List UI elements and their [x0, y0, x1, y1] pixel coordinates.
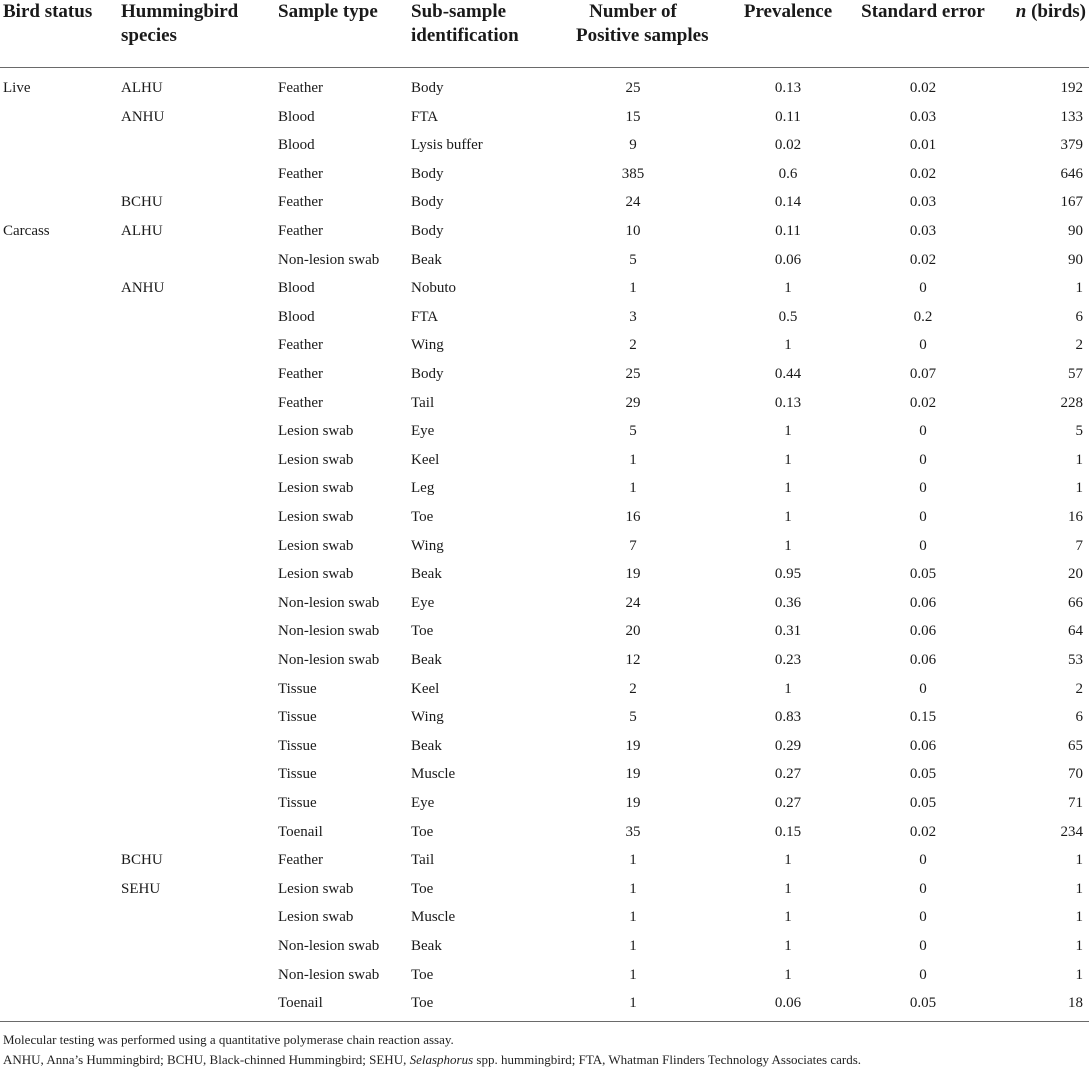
positive-samples-cell: 24: [625, 594, 641, 611]
standard-error-cell: 0.05: [909, 566, 937, 583]
table-footnotes: [3, 1030, 861, 1070]
header-prevalence: Prevalence: [743, 1, 833, 22]
sub-sample-cell: Body: [411, 194, 444, 211]
species-cell: SEHU: [121, 880, 161, 897]
table-row: [0, 646, 1089, 675]
table-row: [0, 446, 1089, 475]
sample-type-cell: Lesion swab: [278, 566, 354, 583]
header-rule: [0, 67, 1089, 68]
prevalence-cell: 0.29: [774, 737, 802, 754]
standard-error-cell: 0: [919, 852, 927, 869]
prevalence-cell: 1: [784, 938, 792, 954]
table-row: [0, 818, 1089, 847]
positive-samples-cell: 1: [629, 938, 637, 954]
prevalence-cell: 0.13: [774, 80, 802, 96]
prevalence-cell: 0.14: [774, 194, 802, 211]
n-birds-cell: 64: [1068, 623, 1083, 640]
positive-samples-cell: 25: [625, 366, 641, 382]
table-row: [0, 360, 1089, 389]
sub-sample-cell: Body: [411, 366, 444, 382]
sample-type-cell: Lesion swab: [278, 480, 354, 497]
positive-samples-cell: 2: [629, 680, 637, 697]
prevalence-cell: 0.27: [774, 766, 802, 783]
sub-sample-cell: Body: [411, 80, 444, 96]
positive-samples-cell: 1: [629, 852, 637, 869]
sub-sample-cell: Tail: [411, 852, 435, 869]
sample-type-cell: Toenail: [278, 995, 323, 1012]
standard-error-cell: 0: [919, 938, 927, 954]
table-row: [0, 989, 1089, 1018]
positive-samples-cell: 1: [629, 995, 637, 1012]
prevalence-cell: 1: [784, 480, 792, 497]
prevalence-cell: 0.11: [775, 108, 801, 125]
header-standard-error: Standard error: [861, 1, 985, 22]
table-row: [0, 617, 1089, 646]
n-birds-cell: 71: [1068, 795, 1083, 811]
positive-samples-cell: 1: [629, 880, 637, 897]
sub-sample-cell: Wing: [411, 537, 444, 554]
n-birds-cell: 57: [1068, 366, 1083, 382]
table-row: [0, 903, 1089, 932]
n-birds-cell: 66: [1068, 594, 1083, 611]
table-row: [0, 417, 1089, 446]
positive-samples-cell: 1: [629, 280, 637, 297]
header-number-positive-samples: Number of Positive samples: [576, 1, 709, 46]
standard-error-cell: 0: [919, 537, 927, 554]
sub-sample-cell: Toe: [411, 509, 434, 525]
sub-sample-cell: Toe: [411, 823, 434, 840]
prevalence-cell: 0.5: [778, 308, 798, 325]
n-birds-cell: 228: [1060, 394, 1083, 411]
bird-status-cell: Live: [3, 80, 31, 96]
sample-type-cell: Lesion swab: [278, 880, 354, 897]
sample-type-cell: Feather: [278, 223, 323, 239]
sample-type-cell: Blood: [278, 280, 315, 297]
positive-samples-cell: 5: [629, 709, 637, 726]
standard-error-cell: 0: [919, 509, 927, 525]
standard-error-cell: 0.02: [909, 394, 937, 411]
species-cell: BCHU: [121, 852, 163, 869]
sample-type-cell: Non-lesion swab: [278, 652, 380, 668]
species-cell: ANHU: [121, 108, 165, 125]
standard-error-cell: 0: [919, 423, 927, 440]
sub-sample-cell: Keel: [411, 680, 440, 697]
sub-sample-cell: Wing: [411, 337, 444, 354]
sample-type-cell: Blood: [278, 308, 315, 325]
n-birds-cell: 90: [1068, 223, 1083, 239]
sample-type-cell: Lesion swab: [278, 423, 354, 440]
n-birds-cell: 2: [1075, 337, 1083, 354]
sub-sample-cell: Beak: [411, 652, 442, 668]
standard-error-cell: 0.15: [909, 709, 937, 726]
table-row: [0, 932, 1089, 961]
sample-type-cell: Non-lesion swab: [278, 938, 380, 954]
standard-error-cell: 0.06: [909, 652, 937, 668]
n-birds-cell: 18: [1068, 995, 1083, 1012]
positive-samples-cell: 5: [629, 251, 637, 268]
sample-type-cell: Tissue: [278, 737, 317, 754]
prevalence-cell: 1: [784, 509, 792, 525]
table-row: [0, 274, 1089, 303]
sample-type-cell: Feather: [278, 394, 323, 411]
sub-sample-cell: Eye: [411, 594, 435, 611]
table-row: [0, 846, 1089, 875]
header-bird-status: Bird status: [3, 1, 93, 22]
prevalence-cell: 1: [784, 451, 792, 468]
table-row: [0, 74, 1089, 103]
n-birds-cell: 16: [1068, 509, 1083, 525]
sample-type-cell: Toenail: [278, 823, 323, 840]
standard-error-cell: 0.05: [909, 795, 937, 811]
n-birds-cell: 167: [1060, 194, 1083, 211]
sample-type-cell: Feather: [278, 80, 323, 96]
prevalence-cell: 1: [784, 280, 792, 297]
sub-sample-cell: Tail: [411, 394, 435, 411]
sub-sample-cell: Toe: [411, 966, 434, 983]
prevalence-cell: 1: [784, 680, 792, 697]
sub-sample-cell: Leg: [411, 480, 435, 497]
n-birds-cell: 20: [1068, 566, 1083, 583]
standard-error-cell: 0.06: [909, 594, 937, 611]
sub-sample-cell: Body: [411, 165, 444, 182]
n-birds-cell: 1: [1075, 480, 1083, 497]
standard-error-cell: 0.07: [909, 366, 937, 382]
standard-error-cell: 0: [919, 451, 927, 468]
table-row: [0, 560, 1089, 589]
positive-samples-cell: 1: [629, 909, 637, 926]
prevalence-cell: 1: [784, 423, 792, 440]
species-cell: BCHU: [121, 194, 163, 211]
positive-samples-cell: 19: [625, 737, 641, 754]
n-birds-cell: 1: [1075, 880, 1083, 897]
prevalence-cell: 0.27: [774, 795, 802, 811]
n-birds-cell: 1: [1075, 909, 1083, 926]
sample-type-cell: Non-lesion swab: [278, 966, 380, 983]
standard-error-cell: 0: [919, 909, 927, 926]
table-row: [0, 732, 1089, 761]
prevalence-cell: 0.11: [775, 223, 801, 239]
sub-sample-cell: Nobuto: [411, 280, 456, 297]
species-cell: ALHU: [121, 223, 163, 239]
sample-type-cell: Non-lesion swab: [278, 623, 380, 640]
prevalence-cell: 1: [784, 537, 792, 554]
standard-error-cell: 0: [919, 966, 927, 983]
n-birds-cell: 1: [1075, 966, 1083, 983]
positive-samples-cell: 35: [625, 823, 641, 840]
table-row: [0, 760, 1089, 789]
sub-sample-cell: Muscle: [411, 909, 456, 926]
sample-type-cell: Non-lesion swab: [278, 251, 380, 268]
n-birds-cell: 192: [1060, 80, 1083, 96]
prevalence-cell: 0.44: [774, 366, 802, 382]
prevalence-cell: 0.13: [774, 394, 802, 411]
prevalence-cell: 0.06: [774, 251, 802, 268]
positive-samples-cell: 2: [629, 337, 637, 354]
n-birds-cell: 1: [1075, 938, 1083, 954]
positive-samples-cell: 1: [629, 480, 637, 497]
sample-type-cell: Lesion swab: [278, 909, 354, 926]
standard-error-cell: 0.05: [909, 766, 937, 783]
footnote-abbreviations: ANHU, Anna’s Hummingbird; BCHU, Black-chinned Hummingbird; SEHU, Selasphorus spp. hummingbird; FTA, Whatman Flinders Technology Associates cards.: [3, 1052, 862, 1067]
positive-samples-cell: 19: [625, 795, 641, 811]
prevalence-cell: 0.15: [774, 823, 802, 840]
table-row: [0, 103, 1089, 132]
prevalence-cell: 1: [784, 880, 792, 897]
sub-sample-cell: FTA: [411, 308, 439, 325]
sample-type-cell: Feather: [278, 337, 323, 354]
n-birds-cell: 133: [1060, 108, 1083, 125]
standard-error-cell: 0.05: [909, 995, 937, 1012]
n-birds-cell: 1: [1075, 451, 1083, 468]
table-row: [0, 503, 1089, 532]
positive-samples-cell: 19: [625, 766, 641, 783]
prevalence-cell: 0.02: [774, 137, 802, 154]
n-birds-cell: 379: [1060, 137, 1083, 154]
positive-samples-cell: 16: [625, 509, 641, 525]
header-sample-type: Sample type: [278, 1, 378, 22]
positive-samples-cell: 25: [625, 80, 641, 96]
header-sub-sample-identification: Sub-sample identification: [411, 1, 519, 46]
sample-type-cell: Blood: [278, 137, 315, 154]
n-birds-cell: 7: [1075, 537, 1083, 554]
table-row: [0, 303, 1089, 332]
sub-sample-cell: Lysis buffer: [411, 137, 483, 154]
prevalence-cell: 0.83: [774, 709, 802, 726]
table-bottom-rule: [0, 1021, 1089, 1022]
table-row: [0, 961, 1089, 990]
table-row: [0, 703, 1089, 732]
table-row: [0, 389, 1089, 418]
table-row: [0, 675, 1089, 704]
table-row: [0, 589, 1089, 618]
table-row: [0, 532, 1089, 561]
table-row: [0, 131, 1089, 160]
sub-sample-cell: Eye: [411, 795, 435, 811]
standard-error-cell: 0.03: [909, 194, 937, 211]
standard-error-cell: 0.03: [909, 223, 937, 239]
footnote-method: Molecular testing was performed using a quantitative polymerase chain reaction assay.: [3, 1032, 454, 1047]
sample-type-cell: Lesion swab: [278, 537, 354, 554]
table-row: [0, 875, 1089, 904]
table-row: [0, 331, 1089, 360]
sample-type-cell: Feather: [278, 194, 323, 211]
prevalence-cell: 0.06: [774, 995, 802, 1012]
sub-sample-cell: Keel: [411, 451, 440, 468]
standard-error-cell: 0.02: [909, 251, 937, 268]
sample-type-cell: Tissue: [278, 795, 317, 811]
bird-status-cell: Carcass: [3, 223, 50, 239]
sample-type-cell: Lesion swab: [278, 509, 354, 525]
sample-type-cell: Non-lesion swab: [278, 594, 380, 611]
prevalence-cell: 1: [784, 966, 792, 983]
positive-samples-cell: 20: [625, 623, 641, 640]
sub-sample-cell: Beak: [411, 566, 442, 583]
n-birds-cell: 53: [1068, 652, 1083, 668]
positive-samples-cell: 10: [625, 223, 641, 239]
table-row: [0, 789, 1089, 818]
header-n-birds: n (birds): [1015, 1, 1086, 22]
prevalence-cell: 1: [784, 909, 792, 926]
standard-error-cell: 0.01: [909, 137, 937, 154]
n-birds-cell: 1: [1075, 280, 1083, 297]
positive-samples-cell: 29: [625, 394, 641, 411]
sample-type-cell: Feather: [278, 165, 323, 182]
positive-samples-cell: 24: [625, 194, 641, 211]
sample-type-cell: Tissue: [278, 680, 317, 697]
sub-sample-cell: Muscle: [411, 766, 456, 783]
n-birds-cell: 65: [1068, 737, 1083, 754]
sub-sample-cell: Beak: [411, 938, 442, 954]
standard-error-cell: 0.02: [909, 823, 937, 840]
positive-samples-cell: 9: [629, 137, 637, 154]
n-birds-cell: 2: [1075, 680, 1083, 697]
table-row: [0, 160, 1089, 189]
sub-sample-cell: FTA: [411, 108, 439, 125]
standard-error-cell: 0.06: [909, 737, 937, 754]
standard-error-cell: 0: [919, 337, 927, 354]
standard-error-cell: 0.02: [909, 80, 937, 96]
standard-error-cell: 0.03: [909, 108, 937, 125]
positive-samples-cell: 1: [629, 451, 637, 468]
sample-type-cell: Tissue: [278, 709, 317, 726]
sub-sample-cell: Beak: [411, 737, 442, 754]
n-birds-cell: 6: [1075, 308, 1083, 325]
positive-samples-cell: 19: [625, 566, 641, 583]
n-birds-cell: 234: [1060, 823, 1083, 840]
n-birds-cell: 1: [1075, 852, 1083, 869]
standard-error-cell: 0.02: [909, 165, 937, 182]
table-row: [0, 474, 1089, 503]
prevalence-cell: 0.31: [774, 623, 802, 640]
sample-type-cell: Lesion swab: [278, 451, 354, 468]
positive-samples-cell: 385: [621, 165, 645, 182]
prevalence-cell: 1: [784, 337, 792, 354]
sub-sample-cell: Eye: [411, 423, 435, 440]
sub-sample-cell: Toe: [411, 880, 434, 897]
table-row: [0, 188, 1089, 217]
sub-sample-cell: Toe: [411, 623, 434, 640]
species-cell: ALHU: [121, 80, 163, 96]
standard-error-cell: 0.06: [909, 623, 937, 640]
n-birds-cell: 5: [1075, 423, 1083, 440]
prevalence-cell: 0.23: [774, 652, 802, 668]
sample-type-cell: Blood: [278, 108, 315, 125]
positive-samples-cell: 3: [629, 308, 637, 325]
sub-sample-cell: Body: [411, 223, 444, 239]
positive-samples-cell: 1: [629, 966, 637, 983]
prevalence-cell: 0.6: [778, 165, 798, 182]
sub-sample-cell: Wing: [411, 709, 444, 726]
table-row: [0, 217, 1089, 246]
sample-type-cell: Feather: [278, 852, 323, 869]
sample-type-cell: Feather: [278, 366, 323, 382]
standard-error-cell: 0.2: [913, 308, 933, 325]
header-hummingbird-species: Hummingbird species: [121, 1, 239, 46]
sub-sample-cell: Toe: [411, 995, 434, 1012]
standard-error-cell: 0: [919, 880, 927, 897]
standard-error-cell: 0: [919, 680, 927, 697]
n-birds-cell: 90: [1068, 251, 1083, 268]
standard-error-cell: 0: [919, 480, 927, 497]
standard-error-cell: 0: [919, 280, 927, 297]
positive-samples-cell: 15: [625, 108, 641, 125]
species-cell: ANHU: [121, 280, 165, 297]
prevalence-cell: 1: [784, 852, 792, 869]
sample-type-cell: Tissue: [278, 766, 317, 783]
sub-sample-cell: Beak: [411, 251, 442, 268]
n-birds-cell: 70: [1068, 766, 1083, 783]
positive-samples-cell: 7: [629, 537, 637, 554]
table-row: [0, 246, 1089, 275]
n-birds-cell: 6: [1075, 709, 1083, 726]
prevalence-cell: 0.95: [774, 566, 802, 583]
table-header: [0, 0, 1089, 67]
positive-samples-cell: 5: [629, 423, 637, 440]
prevalence-cell: 0.36: [774, 594, 802, 611]
positive-samples-cell: 12: [625, 652, 641, 668]
n-birds-cell: 646: [1060, 165, 1083, 182]
